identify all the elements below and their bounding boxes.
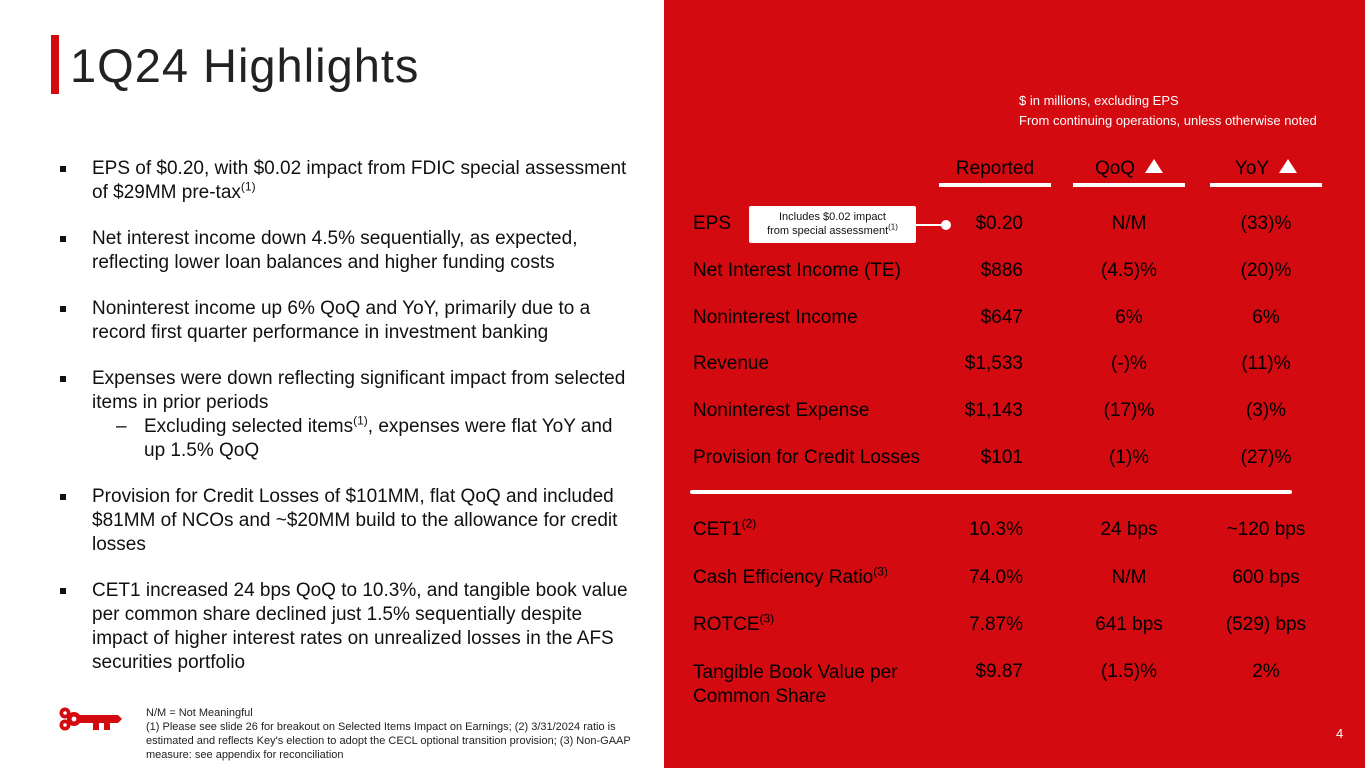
table-row-noninterest-income bbox=[693, 307, 1333, 331]
triangle-up-icon bbox=[1279, 159, 1297, 173]
column-header-label: QoQ bbox=[1094, 158, 1136, 179]
eps-callout-box bbox=[749, 206, 916, 243]
row-label: Provision for Credit Losses bbox=[693, 447, 921, 468]
row-yoy: ~120 bps bbox=[1226, 519, 1306, 540]
triangle-up-icon bbox=[1145, 159, 1163, 173]
footnote-ref: (1) bbox=[353, 413, 368, 428]
bullet-text: Provision for Credit Losses of $101MM, flat QoQ and included $81MM of NCOs and ~$20MM build to the allowance for credit losses bbox=[92, 486, 618, 555]
bullet-noninterest-income bbox=[60, 297, 630, 345]
footnote-nm: N/M = Not Meaningful bbox=[146, 707, 253, 719]
row-label-text: CET1 bbox=[693, 519, 742, 540]
callout-dot bbox=[941, 220, 951, 230]
row-reported: $9.87 bbox=[975, 661, 1023, 682]
bullet-marker bbox=[60, 306, 66, 312]
column-header-underline bbox=[1073, 183, 1185, 187]
row-label-text: Cash Efficiency Ratio bbox=[693, 567, 874, 588]
footnote-details: (1) Please see slide 26 for breakout on Selected Items Impact on Earnings; (2) 3/31/2024 ratio is estimated and reflects Key's election to adopt the CECL optional transition provision; (3) Non-GAAP measure: see appendix for reconciliation bbox=[146, 721, 631, 761]
bullet-nii bbox=[60, 227, 630, 275]
row-qoq: (1)% bbox=[1108, 447, 1150, 468]
row-label: Net Interest Income (TE) bbox=[693, 260, 902, 281]
units-note-line2: From continuing operations, unless otherwise noted bbox=[1019, 113, 1317, 128]
callout-line1: Includes $0.02 impact bbox=[778, 211, 886, 223]
row-reported: $0.20 bbox=[975, 213, 1023, 234]
bullet-text: Expenses were down reflecting significant impact from selected items in prior periods bbox=[92, 368, 626, 413]
row-label: EPS bbox=[693, 213, 732, 234]
row-reported: $647 bbox=[980, 307, 1023, 328]
column-header-yoy bbox=[1210, 157, 1322, 187]
column-header-label: YoY bbox=[1234, 158, 1270, 179]
row-label bbox=[693, 564, 888, 589]
sub-bullet-excluding-items bbox=[60, 415, 630, 463]
row-label: Noninterest Income bbox=[693, 307, 858, 328]
callout-connector bbox=[916, 224, 944, 226]
row-label bbox=[693, 661, 898, 709]
footnote-ref: (1) bbox=[240, 179, 256, 194]
footnote-ref: (2) bbox=[741, 516, 757, 531]
row-qoq: (1.5)% bbox=[1101, 661, 1157, 682]
table-divider bbox=[690, 490, 1292, 494]
row-qoq: 641 bps bbox=[1095, 614, 1163, 635]
sub-bullet-text-cont: , expenses were flat YoY and up 1.5% QoQ bbox=[144, 416, 613, 461]
table-row-provision bbox=[693, 447, 1333, 471]
bullet-text: CET1 increased 24 bps QoQ to 10.3%, and tangible book value per common share declined just 1.5% sequentially despite impact of higher interest rates on unrealized losses in the AFS securities portfolio bbox=[92, 580, 628, 673]
bullet-marker bbox=[60, 494, 66, 500]
bullet-text: EPS of $0.20, with $0.02 impact from FDIC special assessment of $29MM pre-tax bbox=[92, 158, 627, 203]
row-label-text-line2: Common Share bbox=[693, 686, 827, 707]
row-qoq: (17)% bbox=[1103, 400, 1155, 421]
bullet-text: Net interest income down 4.5% sequentially, as expected, reflecting lower loan balances and higher funding costs bbox=[92, 228, 578, 273]
callout-line2-text: from special assessment bbox=[767, 225, 889, 237]
bullet-provision bbox=[60, 485, 630, 557]
row-reported: $1,533 bbox=[964, 353, 1023, 374]
bullet-marker bbox=[60, 588, 66, 594]
table-row-cash-efficiency bbox=[693, 564, 1333, 591]
row-qoq: N/M bbox=[1111, 567, 1147, 588]
column-header-underline bbox=[939, 183, 1051, 187]
footnote-ref: (3) bbox=[759, 611, 775, 626]
sub-bullet-dash: – bbox=[116, 416, 127, 437]
row-yoy: 2% bbox=[1252, 661, 1280, 682]
left-panel bbox=[0, 0, 664, 768]
column-header-underline bbox=[1210, 183, 1322, 187]
page-number: 4 bbox=[1336, 726, 1344, 741]
row-label bbox=[693, 516, 757, 541]
sub-bullet-text: Excluding selected items bbox=[144, 416, 354, 437]
row-reported: $886 bbox=[980, 260, 1023, 281]
table-row-rotce bbox=[693, 611, 1333, 638]
row-yoy: (529) bps bbox=[1225, 614, 1307, 635]
footnotes bbox=[146, 706, 656, 762]
column-header-label: Reported bbox=[955, 158, 1035, 179]
units-note bbox=[1019, 91, 1317, 131]
table-row-revenue bbox=[693, 353, 1333, 377]
bullet-marker bbox=[60, 166, 66, 172]
row-reported: $1,143 bbox=[964, 400, 1023, 421]
page-title: 1Q24 Highlights bbox=[70, 39, 420, 92]
row-label-text: ROTCE bbox=[693, 614, 760, 635]
row-label: Noninterest Expense bbox=[693, 400, 870, 421]
row-qoq: 6% bbox=[1115, 307, 1143, 328]
footnote-ref: (3) bbox=[873, 564, 888, 579]
column-header-qoq bbox=[1073, 157, 1185, 187]
row-label-text: Tangible Book Value per bbox=[693, 662, 898, 683]
row-yoy: (27)% bbox=[1240, 447, 1292, 468]
row-yoy: 6% bbox=[1252, 307, 1280, 328]
bullet-expenses bbox=[60, 367, 630, 463]
table-row-cet1 bbox=[693, 516, 1333, 543]
row-qoq: (4.5)% bbox=[1101, 260, 1157, 281]
row-label: Revenue bbox=[693, 353, 770, 374]
row-qoq: 24 bps bbox=[1100, 519, 1158, 540]
row-yoy: 600 bps bbox=[1232, 567, 1300, 588]
row-reported: 7.87% bbox=[969, 614, 1023, 635]
row-yoy: (33)% bbox=[1240, 213, 1292, 234]
row-yoy: (11)% bbox=[1241, 353, 1291, 374]
bullet-marker bbox=[60, 236, 66, 242]
key-logo-icon bbox=[58, 704, 124, 734]
callout-line2 bbox=[749, 224, 916, 238]
row-reported: $101 bbox=[980, 447, 1023, 468]
row-qoq: (-)% bbox=[1111, 353, 1147, 374]
highlights-list bbox=[60, 157, 630, 697]
bullet-cet1 bbox=[60, 579, 630, 675]
column-header-reported bbox=[939, 157, 1051, 187]
row-qoq: N/M bbox=[1111, 213, 1147, 234]
row-yoy: (20)% bbox=[1240, 260, 1292, 281]
bullet-marker bbox=[60, 376, 66, 382]
footnote-ref: (1) bbox=[888, 222, 898, 232]
row-reported: 74.0% bbox=[969, 567, 1023, 588]
table-row-tbvps bbox=[693, 661, 1333, 709]
row-reported: 10.3% bbox=[969, 519, 1023, 540]
row-yoy: (3)% bbox=[1245, 400, 1287, 421]
title-accent-bar bbox=[51, 35, 59, 94]
bullet-text: Noninterest income up 6% QoQ and YoY, primarily due to a record first quarter performance in investment banking bbox=[92, 298, 591, 343]
table-row-nii bbox=[693, 260, 1333, 284]
row-label bbox=[693, 611, 775, 636]
units-note-line1: $ in millions, excluding EPS bbox=[1019, 93, 1179, 108]
bullet-eps bbox=[60, 157, 630, 205]
table-row-noninterest-expense bbox=[693, 400, 1333, 424]
